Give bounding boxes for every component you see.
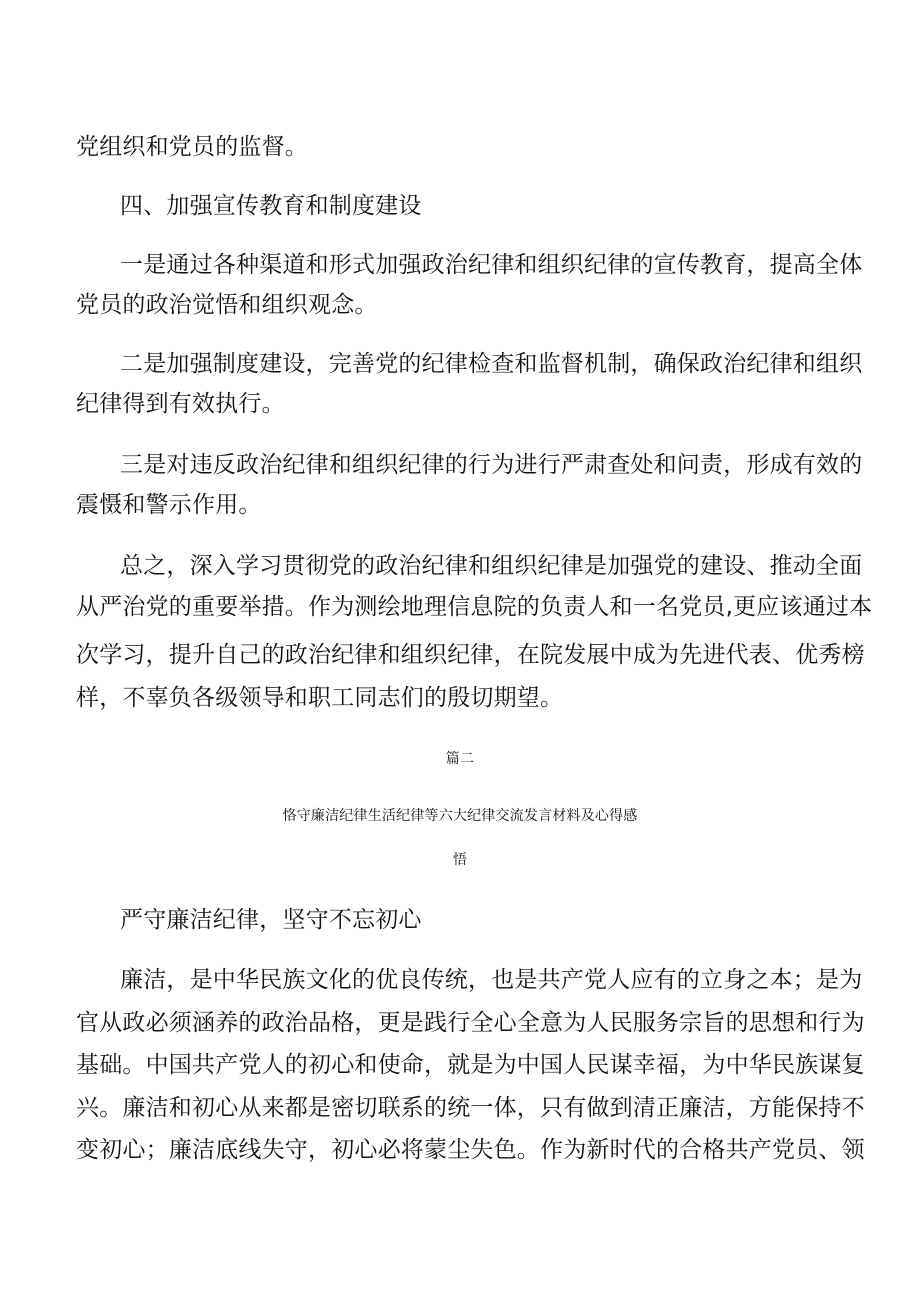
paragraph-line: 总之，深入学习贯彻党的政治纪律和组织纪律是加强党的建设、推动全面 bbox=[120, 553, 863, 579]
part-label: 篇二 bbox=[445, 751, 475, 767]
paragraph-line: 纪律得到有效执行。 bbox=[76, 391, 285, 417]
paragraph-line: 变初心；廉洁底线失守，初心必将蒙尘失色。作为新时代的合格共产党员、领 bbox=[76, 1137, 865, 1163]
paragraph-line: 官从政必须涵养的政治品格，更是践行全心全意为人民服务宗旨的思想和行为 bbox=[76, 1010, 865, 1036]
paragraph-line: 兴。廉洁和初心从来都是密切联系的统一体，只有做到清正廉洁，方能保持不 bbox=[76, 1095, 865, 1121]
subheading: 严守廉洁纪律，坚守不忘初心 bbox=[120, 907, 422, 933]
paragraph-line: 廉洁，是中华民族文化的优良传统，也是共产党人应有的立身之本；是为 bbox=[120, 967, 863, 993]
document-title-line: 悟 bbox=[452, 852, 468, 868]
paragraph-line: 三是对违反政治纪律和组织纪律的行为进行严肃查处和问责，形成有效的 bbox=[120, 452, 863, 478]
paragraph-line: 党员的政治觉悟和组织观念。 bbox=[76, 292, 378, 318]
paragraph-line: 一是通过各种渠道和形式加强政治纪律和组织纪律的宣传教育，提高全体 bbox=[120, 252, 863, 278]
section-heading: 四、加强宣传教育和制度建设 bbox=[120, 193, 422, 219]
paragraph-line: 二是加强制度建设，完善党的纪律检查和监督机制，确保政治纪律和组织 bbox=[120, 351, 863, 377]
paragraph-line: 党组织和党员的监督。 bbox=[76, 134, 308, 160]
paragraph-line: 从严治党的重要举措。作为测绘地理信息院的负责人和一名党员,更应该通过本 bbox=[76, 594, 873, 620]
document-title-line: 恪守廉洁纪律生活纪律等六大纪律交流发言材料及心得感 bbox=[282, 808, 638, 824]
paragraph-line: 震慑和警示作用。 bbox=[76, 492, 262, 518]
paragraph-line: 样，不辜负各级领导和职工同志们的殷切期望。 bbox=[76, 685, 564, 711]
paragraph-line: 基础。中国共产党人的初心和使命，就是为中国人民谋幸福，为中华民族谋复 bbox=[76, 1052, 865, 1078]
paragraph-line: 次学习，提升自己的政治纪律和组织纪律，在院发展中成为先进代表、优秀榜 bbox=[76, 642, 865, 668]
